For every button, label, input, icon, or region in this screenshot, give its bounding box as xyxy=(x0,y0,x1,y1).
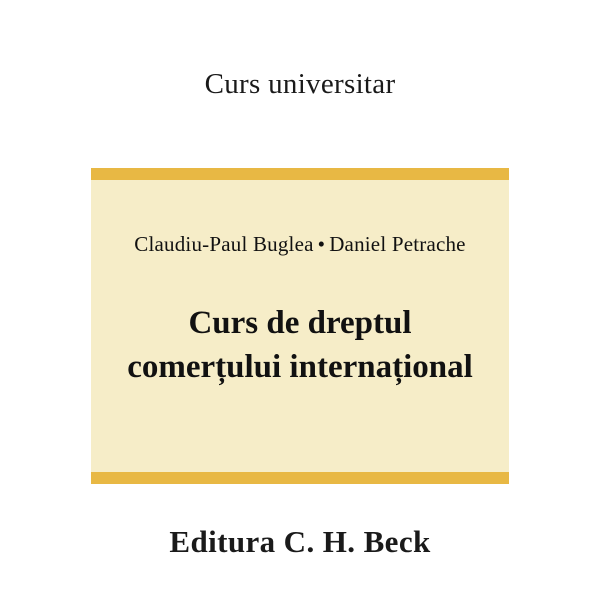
top-rule xyxy=(91,168,509,180)
publisher-name: Editura C. H. Beck xyxy=(169,524,431,559)
authors-line xyxy=(134,232,465,257)
left-margin xyxy=(0,0,91,600)
bottom-rule xyxy=(91,472,509,484)
page-title xyxy=(105,302,495,389)
author-second: Daniel Petrache xyxy=(329,232,466,256)
author-first: Claudiu-Paul Buglea xyxy=(134,232,314,256)
right-margin xyxy=(509,0,600,600)
series-title: Curs universitar xyxy=(204,67,396,100)
book-title-line-1: Curs de dreptul xyxy=(188,305,412,341)
series-zone xyxy=(91,0,509,168)
title-band xyxy=(91,180,509,472)
author-separator: • xyxy=(317,232,326,256)
publisher-zone xyxy=(91,484,509,600)
book-title-line-2: comerțului internațional xyxy=(127,348,473,385)
book-cover xyxy=(91,0,509,600)
